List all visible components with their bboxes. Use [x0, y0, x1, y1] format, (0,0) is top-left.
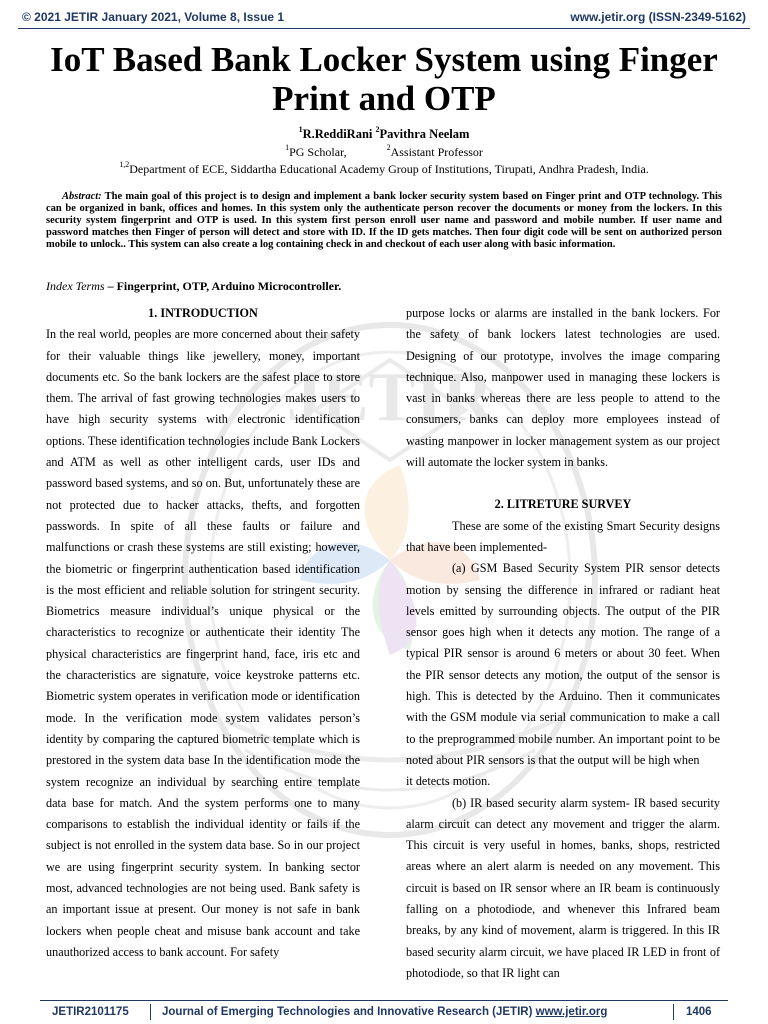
footer-rule	[40, 1000, 728, 1001]
introduction-body: In the real world, peoples are more concerned about their safety for their valuable things like jewellery, money, important documents etc. So the bank lockers are the safest place to store them. The arrival of fast growing technologies makes users to have high security systems with electronic identification options. These identification technologies include Bank Lockers and ATM as well as other intelligent cards, user IDs and password based systems, and so on. But, unfortunately these are not protected due to hacker attacks, thefts, and forgotten passwords. In spite of all these faults or failure and malfunctions or crash these systems are still existing; however, the biometric or fingerprint authentication based identification is the most efficient and reliable solution for stringent security. Biometrics measure individual’s unique physical or the characteristics to recognize or authenticate their identity The physical characteristics are fingerprint hand, face, iris etc and the characteristics are signature, voice keystroke patterns etc. Biometric system operates in verification mode or identification mode. In the verification mode system validates person’s identity by comparing the captured biometric template which is prestored in the system data base In the identification mode the system recognize an individual by searching entire template data base for match. And the system performs one to many comparisons to establish the individual identity or fails if the subject is not enrolled in the system data base. So in our project we are using fingerprint security system. In banking sector most, advanced technologies are not being used. Bank safety is an important issue at present. Our money is not safe in bank lockers when people cheat and misuse bank account and take unauthorized access to bank account. For safety	[46, 327, 360, 959]
footer-paper-id: JETIR2101175	[52, 1006, 129, 1018]
footer-journal-name: Journal of Emerging Technologies and Innovative Research (JETIR)	[162, 1006, 536, 1018]
index-terms	[46, 279, 341, 294]
footer-separator	[150, 1004, 151, 1020]
author-1-affil: 1	[298, 125, 303, 134]
abstract-text: The main goal of this project is to design and implement a bank locker security system based on Finger print and OTP technology. This can be organized in bank, offices and homes. In this system only the authenticate person recover the documents or money from the lockers. In this security system fingerprint and OTP is used. In this system first person enroll user name and password and mobile number. If user name and password matches then Finger of person will detect and store with ID. If the ID gets matches. Then four digit code will be sent on authorized person mobile to unlock.. This system can also create a log containing check in and checkout of each user along with basic information.	[46, 191, 722, 251]
survey-item-a-end: it detects motion.	[406, 774, 491, 789]
role-2: Assistant Professor	[390, 145, 483, 159]
header-website[interactable]: www.jetir.org (ISSN-2349-5162)	[570, 10, 746, 24]
affiliation: $^{1,2}$Department of ECE, Siddartha Educational Academy Group of Institutions, Tirupati, Andhra Pradesh, India.	[119, 160, 649, 176]
author-names	[0, 127, 768, 142]
role-1: PG Scholar,	[289, 145, 347, 159]
header-citation: © 2021 JETIR January 2021, Volume 8, Issue 1	[22, 10, 285, 24]
footer-journal	[162, 1006, 607, 1018]
index-terms-label: Index Terms	[46, 279, 105, 293]
department: Department of ECE, Siddartha Educational Academy Group of Institutions, Tirupati, Andhra Pradesh, India.	[129, 162, 649, 176]
page-footer	[0, 1000, 768, 1024]
author-1: R.ReddiRani	[302, 127, 373, 141]
section-heading-literature-survey: 2. LITRETURE SURVEY	[494, 497, 632, 512]
survey-item-b: (b) IR based security alarm system- IR based security alarm circuit can detect any movement and trigger the alarm. This circuit is very useful in homes, banks, shops, restricted areas where an alert alarm is needed on any movement. This circuit is based on IR sensor where an IR beam is continuously falling on a photodiode, and whenever this Infrared beam breaks, by any kind of movement, alarm is triggered. In this IR based security alarm circuit, we have placed IR LED in front of photodiode, so that IR light can	[406, 795, 720, 980]
author-roles: $^1$PG Scholar, $^2$Assistant Professor	[285, 143, 483, 159]
paper-title: IoT Based Bank Locker System using Finger Print and OTP	[50, 40, 718, 118]
right-column	[406, 303, 720, 984]
left-column	[46, 303, 360, 963]
abstract	[46, 191, 722, 251]
section-heading-introduction: 1. INTRODUCTION	[148, 306, 258, 320]
index-terms-text: – Fingerprint, OTP, Arduino Microcontroller.	[104, 279, 342, 293]
header-rule	[18, 28, 750, 29]
survey-item-a: (a) GSM Based Security System PIR sensor detects motion by sensing the difference in infrared or radiant heat levels emitted by surrounding objects. The output of the PIR sensor goes high when it detects any motion. The range of a typical PIR sensor is around 6 meters or about 30 feet. When the PIR sensor detects any motion, the output of the sensor is high. This is detected by the Arduino. Then it communicates with the GSM module via serial communication to make a call to the preprogrammed mobile number. An important point to be noted about PIR sensors is that the output will be high when	[406, 561, 720, 767]
watermark-text: JETIR	[286, 359, 494, 436]
author-2-affil: 2	[375, 125, 380, 134]
footer-link[interactable]: www.jetir.org	[535, 1006, 608, 1018]
survey-intro: These are some of the existing Smart Security designs that have been implemented-	[406, 518, 720, 554]
footer-page-number: 1406	[686, 1006, 712, 1018]
footer-separator	[673, 1004, 674, 1020]
author-2: Pavithra Neelam	[379, 127, 470, 141]
abstract-label: Abstract:	[62, 191, 102, 202]
introduction-continued: purpose locks or alarms are installed in the bank lockers. For the safety of bank lockers latest technologies are used. Designing of our prototype, involves the image comparing technique. Also, manpower used in managing these lockers is vast in banks whereas there are less people to attend to the consumers, banks can deploy more employees instead of wasting manpower in locker management system as our project will automate the locker system in banks.	[406, 306, 720, 470]
page-header	[0, 0, 768, 30]
